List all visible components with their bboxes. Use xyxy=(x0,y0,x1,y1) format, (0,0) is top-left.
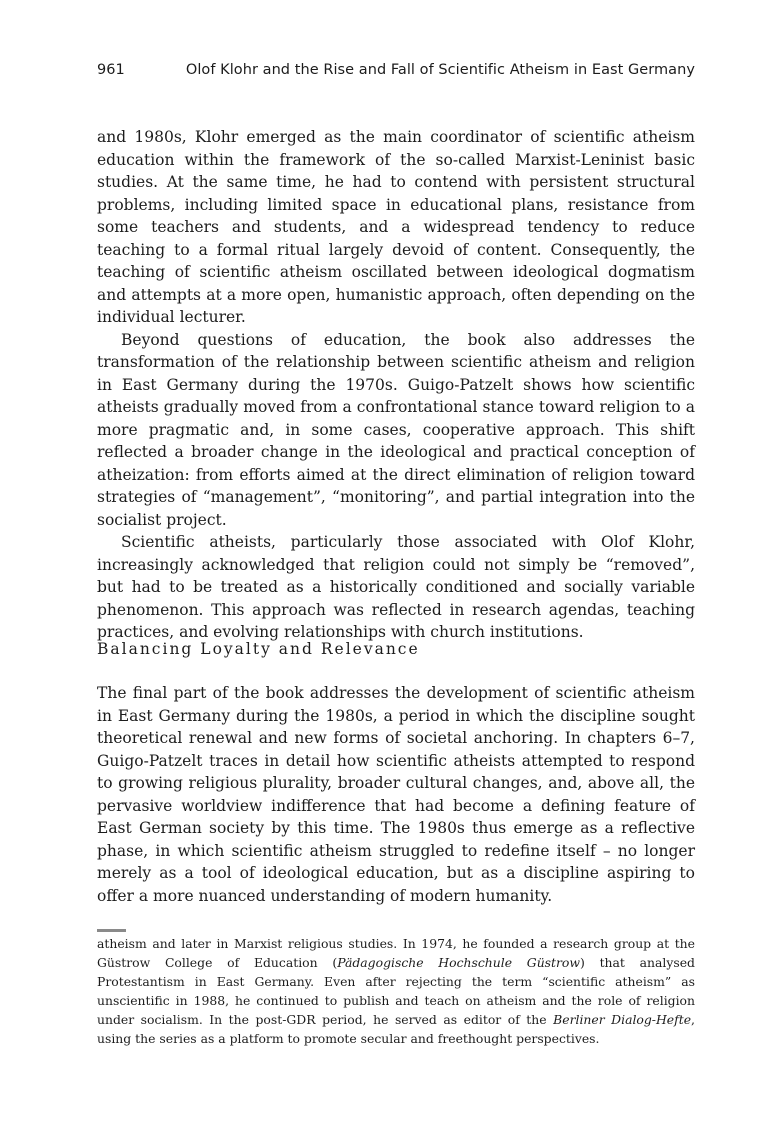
footnote-divider xyxy=(97,929,126,932)
footnote-text: ) that analysed Protestantism in East Germany. Even after rejecting the term “scientific atheism” as unscientific in 1988, he continued to publish and teach on atheism and the role of religion under socialism. In the post-GDR period, he served as editor of the xyxy=(97,955,695,1027)
footnote-italic-title: Berliner Dialog-Hefte xyxy=(553,1012,692,1027)
section-text xyxy=(97,682,695,907)
paragraph: and 1980s, Klohr emerged as the main coordinator of scientific atheism education within the framework of the so-called Marxist-Leninist basic studies. At the same time, he had to contend with persistent structural problems, including limited space in educational plans, resistance from some teachers and students, and a widespread tendency to reduce teaching to a formal ritual largely devoid of content. Consequently, the teaching of scientific atheism oscillated between ideological dogmatism and attempts at a more open, humanistic approach, often depending on the individual lecturer. xyxy=(97,128,695,326)
page-number: 961 xyxy=(97,62,125,78)
footnote xyxy=(97,934,695,1048)
section-heading: Balancing Loyalty and Relevance xyxy=(97,640,420,658)
paragraph: The final part of the book addresses the development of scientific atheism in East Germany during the 1980s, a period in which the discipline sought theoretical renewal and new forms of societal anchoring. In chapters 6–7, Guigo-Patzelt traces in detail how scientific atheists attempted to respond to growing religious plurality, broader cultural changes, and, above all, the pervasive worldview indifference that had become a defining feature of East German society by this time. The 1980s thus emerge as a reflective phase, in which scientific atheism struggled to redefine itself – no longer merely as a tool of ideological education, but as a discipline aspiring to offer a more nuanced understanding of modern humanity. xyxy=(97,684,695,905)
footnote-italic-title: Pädagogische Hochschule Güstrow xyxy=(337,955,580,970)
footnote-text: atheism and later in Marxist religious studies. In 1974, he founded a research group at the Güstrow College of Education ( xyxy=(97,936,695,970)
running-header xyxy=(97,59,695,81)
main-text xyxy=(97,126,695,644)
running-title: Olof Klohr and the Rise and Fall of Scientific Atheism in East Germany xyxy=(185,62,695,78)
footnote-text: , using the series as a platform to promote secular and freethought perspectives. xyxy=(97,1012,695,1046)
paragraph: Scientific atheists, particularly those associated with Olof Klohr, increasingly acknowledged that religion could not simply be “removed”, but had to be treated as a historically conditioned and socially variable phenomenon. This approach was reflected in research agendas, teaching practices, and evolving relationships with church institutions. xyxy=(97,533,695,641)
paragraph: Beyond questions of education, the book also addresses the transformation of the relationship between scientific atheism and religion in East Germany during the 1970s. Guigo-Patzelt shows how scientific atheists gradually moved from a confrontational stance toward religion to a more pragmatic and, in some cases, cooperative approach. This shift reflected a broader change in the ideological and practical conception of atheization: from efforts aimed at the direct elimination of religion toward strategies of “management”, “monitoring”, and partial integration into the socialist project. xyxy=(97,330,695,529)
